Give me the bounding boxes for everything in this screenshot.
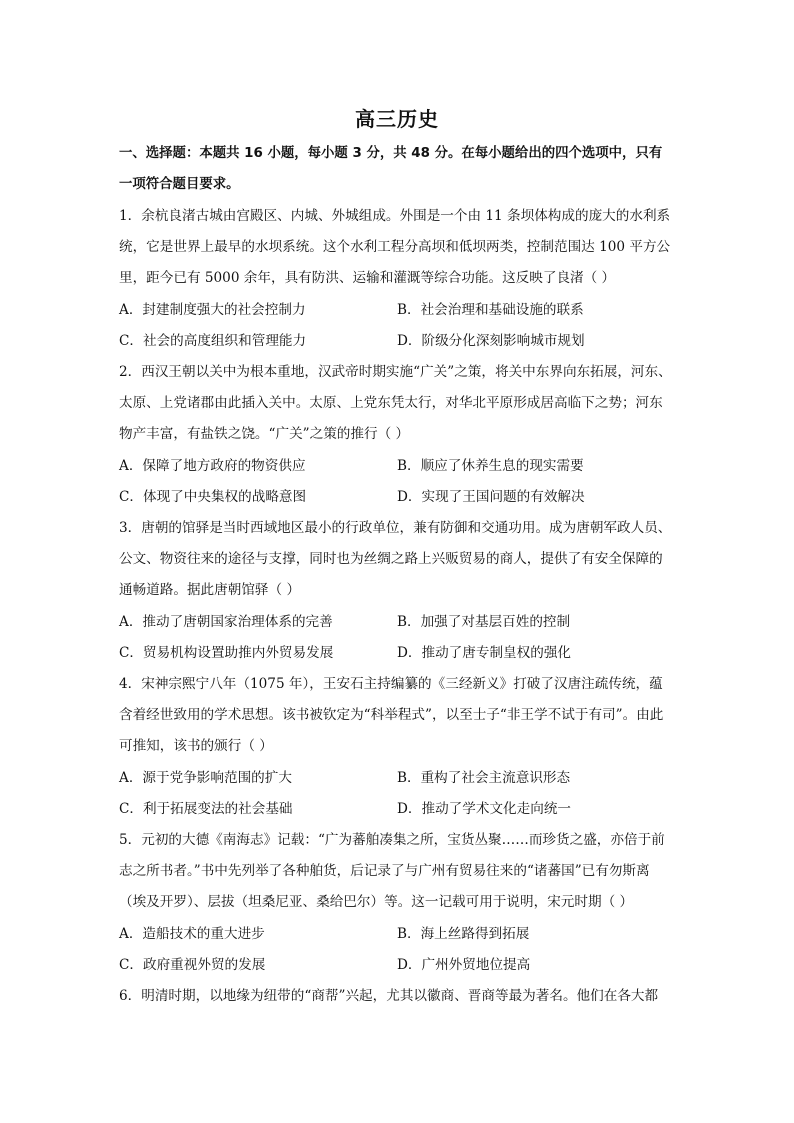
question-4-option-a: A．源于党争影响范围的扩大 (119, 770, 292, 786)
question-3-option-b: B．加强了对基层百姓的控制 (397, 614, 571, 630)
question-3-option-d: D．推动了唐专制皇权的强化 (397, 645, 572, 661)
question-5-line-3: （埃及开罗）、层拔（坦桑尼亚、桑给巴尔）等。这一记载可用于说明，宋元时期（ ） (119, 894, 634, 910)
question-2-option-a: A．保障了地方政府的物资供应 (119, 458, 306, 474)
question-5-option-c: C．政府重视外贸的发展 (119, 957, 266, 973)
question-2-line-3: 物产丰富，有盐铁之饶。“广关”之策的推行（ ） (119, 426, 410, 442)
question-5-option-b: B．海上丝路得到拓展 (397, 926, 530, 942)
question-3-line-1: 3．唐朝的馆驿是当时西域地区最小的行政单位，兼有防御和交通功用。成为唐朝军政人员、 (119, 520, 672, 536)
question-5-option-a: A．造船技术的重大进步 (119, 926, 265, 942)
question-4-line-2: 含着经世致用的学术思想。该书被钦定为“科举程式”，以至士子“非王学不试于有司”。由此 (119, 707, 664, 723)
question-5-line-1: 5．元初的大德《南海志》记载：“广为蕃舶凑集之所，宝货丛聚……而珍货之盛，亦倍于前 (119, 832, 665, 848)
question-1-line-3: 里，距今已有 5000 余年，具有防洪、运输和灌溉等综合功能。这反映了良渚（ ） (119, 270, 616, 286)
question-4-option-c: C．利于拓展变法的社会基础 (119, 801, 293, 817)
question-3-line-3: 通畅道路。据此唐朝馆驿（ ） (119, 582, 301, 598)
question-1-option-a: A．封建制度强大的社会控制力 (119, 302, 306, 318)
question-2-line-1: 2．西汉王朝以关中为根本重地，汉武帝时期实施“广关”之策，将关中东界向东拓展，河东、 (119, 364, 672, 380)
section-heading: 一、选择题：本题共 16 小题，每小题 3 分，共 48 分。在每小题给出的四个选项中，只有 (119, 146, 663, 161)
question-3-option-a: A．推动了唐朝国家治理体系的完善 (119, 614, 333, 630)
question-4-option-b: B．重构了社会主流意识形态 (397, 770, 571, 786)
page-title: 高三历史 (355, 107, 439, 131)
question-1-option-b: B．社会治理和基础设施的联系 (397, 302, 584, 318)
question-4-line-1: 4．宋神宗熙宁八年（1075 年），王安石主持编纂的《三经新义》打破了汉唐注疏传统，蕴 (119, 676, 663, 692)
question-1-line-2: 统，它是世界上最早的水坝系统。这个水利工程分高坝和低坝两类，控制范围达 100 平方公 (119, 239, 671, 255)
section-heading-cont: 一项符合题目要求。 (119, 177, 240, 192)
question-5-line-2: 志之所书者。”书中先列举了各种舶货，后记录了与广州有贸易往来的“诸蕃国”已有勿斯离 (119, 863, 650, 879)
question-5-option-d: D．广州外贸地位提高 (397, 957, 531, 973)
question-1-line-1: 1．余杭良渚古城由宫殿区、内城、外城组成。外围是一个由 11 条坝体构成的庞大的水利系 (119, 208, 671, 224)
question-4-line-3: 可推知，该书的颁行（ ） (119, 738, 273, 754)
question-3-line-2: 公文、物资往来的途径与支撑，同时也为丝绸之路上兴贩贸易的商人，提供了有安全保障的 (119, 551, 663, 567)
question-1-option-d: D．阶级分化深刻影响城市规划 (397, 333, 585, 349)
question-3-option-c: C．贸易机构设置助推内外贸易发展 (119, 645, 334, 661)
question-2-option-b: B．顺应了休养生息的现实需要 (397, 458, 584, 474)
question-2-option-c: C．体现了中央集权的战略意图 (119, 489, 307, 505)
question-2-option-d: D．实现了王国问题的有效解决 (397, 489, 585, 505)
question-6-line-1: 6．明清时期，以地缘为纽带的“商帮”兴起，尤其以徽商、晋商等最为著名。他们在各大都 (119, 988, 659, 1004)
question-1-option-c: C．社会的高度组织和管理能力 (119, 333, 307, 349)
question-4-option-d: D．推动了学术文化走向统一 (397, 801, 572, 817)
question-2-line-2: 太原、上党诸郡由此插入关中。太原、上党东凭太行，对华北平原形成居高临下之势；河东 (119, 395, 663, 411)
